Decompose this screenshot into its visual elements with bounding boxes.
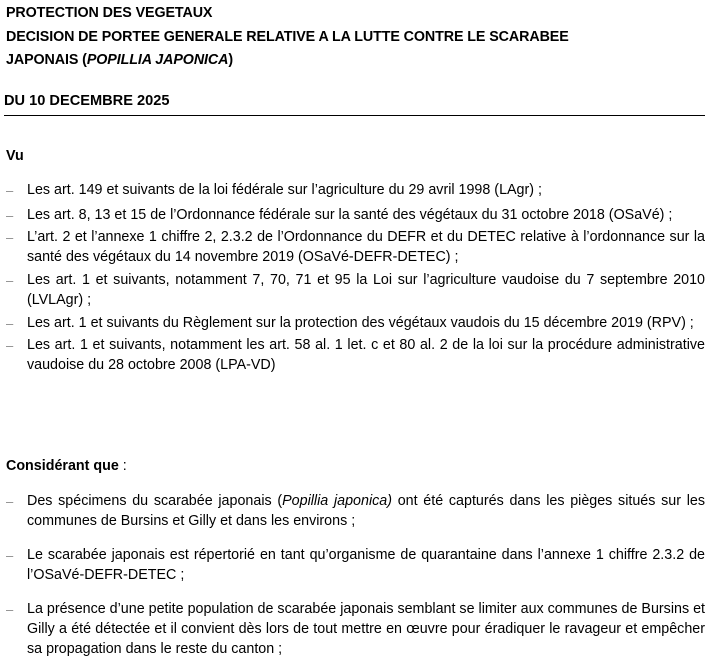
dash-bullet: –	[6, 273, 14, 289]
considerant-item-2: Le scarabée japonais est répertorié en tant qu’organisme de quarantaine dans l’annexe 1 chiffre 2.3.2 de l’OSaVé-DEFR-DETEC ;	[27, 547, 705, 583]
title-decision: DECISION DE PORTEE GENERALE RELATIVE A LA LUTTE CONTRE LE SCARABEE	[6, 28, 569, 45]
list-item	[0, 492, 713, 531]
list-item-text: Les art. 149 et suivants de la loi fédérale sur l’agriculture du 29 avril 1998 (LAgr) ;	[27, 182, 542, 198]
list-item-text: Les art. 1 et suivants, notamment les art. 58 al. 1 let. c et 80 al. 2 de la loi sur la procédure administrative vaudoise du 28 octobre 2008 (LPA-VD)	[27, 337, 705, 373]
considerant-item-1-latin: Popillia japonica)	[282, 493, 392, 509]
title-section: PROTECTION DES VEGETAUX	[6, 5, 213, 21]
list-item	[0, 228, 713, 267]
considerant-item-1-after: ont été capturés dans les pièges situés sur les communes de Bursins et Gilly et dans les environs ;	[27, 493, 705, 529]
list-item-text: Les art. 1 et suivants du Règlement sur la protection des végétaux vaudois du 15 décembre 2019 (RPV) ;	[27, 314, 694, 331]
dash-bullet: –	[6, 207, 14, 223]
dash-bullet: –	[6, 602, 14, 618]
title-species-prefix: JAPONAIS (	[6, 52, 87, 68]
dash-bullet: –	[6, 338, 14, 354]
decision-date: DU 10 DECEMBRE 2025	[4, 92, 705, 116]
list-item-text: Les art. 8, 13 et 15 de l’Ordonnance fédérale sur la santé des végétaux du 31 octobre 2018 (OSaVé) ;	[27, 206, 673, 223]
list-item	[0, 600, 713, 659]
list-item	[0, 314, 713, 334]
dash-bullet: –	[6, 183, 14, 198]
considerant-heading	[6, 458, 127, 474]
dash-bullet: –	[6, 230, 14, 246]
considerant-item-1-before: Des spécimens du scarabée japonais (	[27, 493, 283, 509]
list-item-text: Les art. 1 et suivants, notamment 7, 70, 71 et 95 la Loi sur l’agriculture vaudoise du 7 septembre 2010 (LVLAgr) ;	[27, 272, 705, 308]
list-item	[0, 546, 713, 585]
title-species	[6, 49, 706, 73]
title-species-suffix: )	[228, 52, 234, 68]
title-block	[6, 2, 706, 73]
considerant-list	[0, 492, 713, 659]
considerant-item-3: La présence d’une petite population de scarabée japonais semblant se limiter aux communes de Bursins et Gilly a été détectée et il convient dès lors de tout mettre en œuvre pour éradiquer le ravageur et empêcher sa propagation dans le reste du canton ;	[27, 601, 705, 657]
vu-list	[0, 181, 713, 375]
considerant-heading-colon: :	[118, 458, 127, 474]
dash-bullet: –	[6, 494, 14, 509]
vu-heading: Vu	[6, 148, 24, 164]
list-item-text: L’art. 2 et l’annexe 1 chiffre 2, 2.3.2 de l’Ordonnance du DEFR et du DETEC relative à l’ordonnance sur la santé des végétaux du 14 novembre 2019 (OSaVé-DEFR-DETEC) ;	[27, 229, 705, 265]
title-species-latin: POPILLIA JAPONICA	[86, 52, 229, 68]
dash-bullet: –	[6, 548, 14, 564]
list-item	[0, 206, 713, 226]
considerant-heading-bold: Considérant que	[6, 458, 119, 474]
list-item	[0, 181, 713, 201]
dash-bullet: –	[6, 315, 14, 331]
list-item	[0, 271, 713, 310]
list-item	[0, 336, 713, 375]
